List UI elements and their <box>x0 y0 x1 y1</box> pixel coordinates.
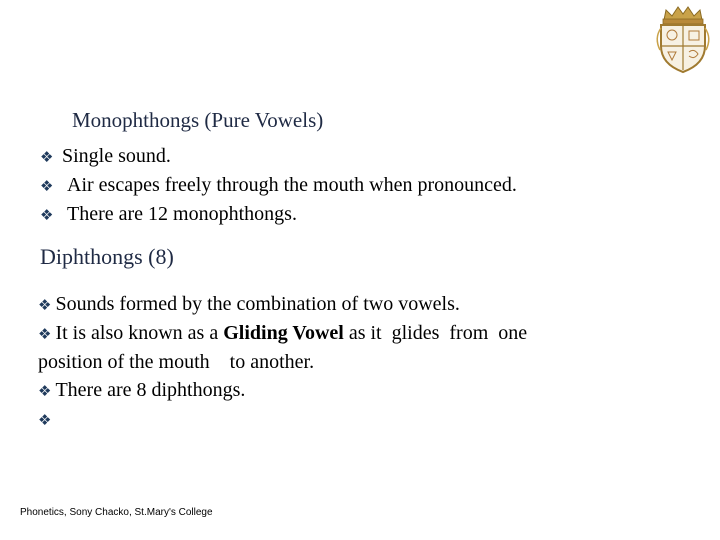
monophthongs-list <box>40 142 517 229</box>
diamond-bullet-icon: ❖ <box>38 411 52 429</box>
college-crest-icon <box>652 4 714 74</box>
slide-footer: Phonetics, Sony Chacko, St.Mary's College <box>20 507 213 518</box>
diamond-bullet-icon: ❖ <box>40 206 54 224</box>
diphthongs-heading: Diphthongs (8) <box>40 244 174 269</box>
monophthongs-heading: Monophthongs (Pure Vowels) <box>72 108 324 132</box>
diamond-bullet-icon: ❖ <box>40 177 54 195</box>
list-item-text: There are 12 monophthongs. <box>67 203 297 225</box>
list-item <box>40 171 517 200</box>
gliding-vowel-term: Gliding Vowel <box>223 322 344 344</box>
list-item-text: It is also known as a <box>55 322 224 344</box>
diphthongs-list <box>38 290 638 434</box>
list-item-continuation <box>38 348 638 376</box>
list-item-text: Sounds formed by the combination of two vowels. <box>55 293 460 315</box>
list-item <box>38 376 638 405</box>
list-item <box>38 319 638 348</box>
diamond-bullet-icon: ❖ <box>38 382 52 400</box>
list-item <box>40 200 517 229</box>
list-item-text: There are 8 diphthongs. <box>55 379 246 401</box>
list-item-empty <box>38 405 638 434</box>
diamond-bullet-icon: ❖ <box>38 296 52 314</box>
list-item-text: as it glides from one <box>343 322 528 344</box>
diamond-bullet-icon: ❖ <box>40 148 54 166</box>
list-item-text: Air escapes freely through the mouth when pronounced. <box>67 174 517 196</box>
diamond-bullet-icon: ❖ <box>38 325 52 343</box>
list-item <box>38 290 638 319</box>
list-item-text: Single sound. <box>62 145 171 167</box>
list-item-text: position of the mouth to another. <box>38 351 315 373</box>
list-item <box>40 142 517 171</box>
